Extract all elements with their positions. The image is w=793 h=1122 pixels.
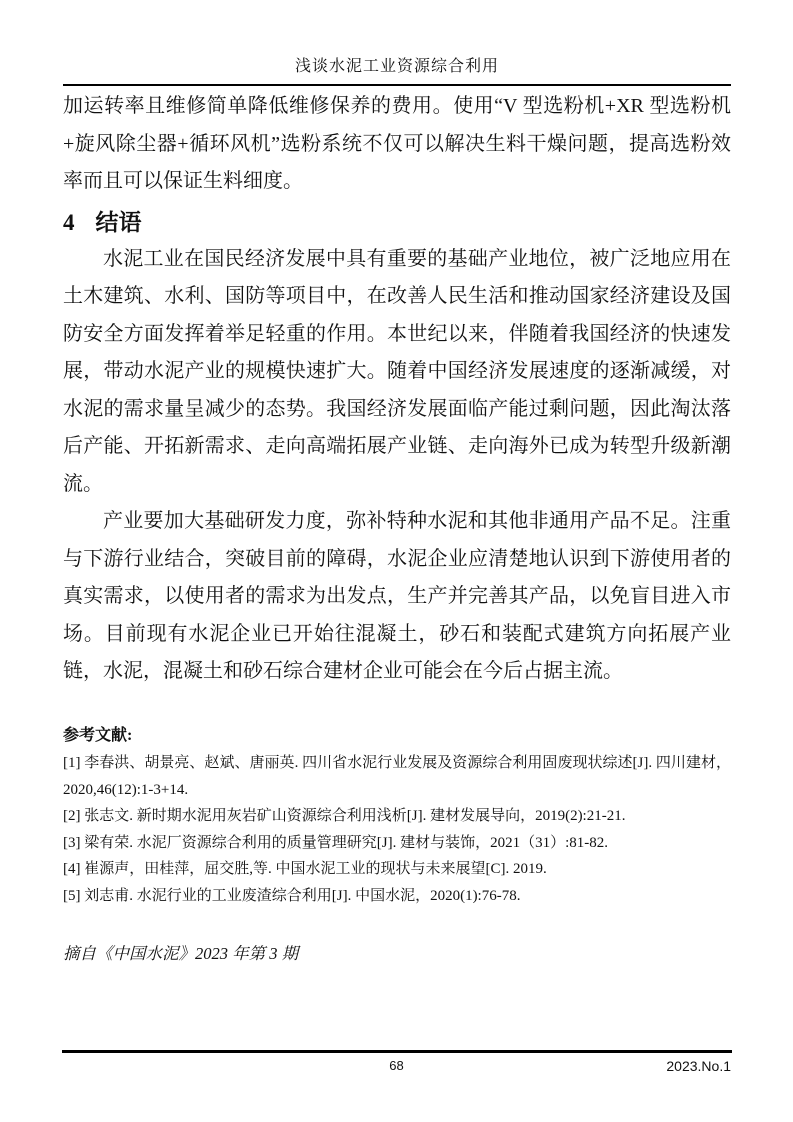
section-number: 4 [63,209,75,235]
reference-item-5: [5] 刘志甫. 水泥行业的工业废渣综合利用[J]. 中国水泥，2020(1):76-78. [63,887,521,904]
paragraph-intro: 加运转率且维修简单降低维修保养的费用。使用“V 型选粉机+XR 型选粉机+旋风除尘器+循环风机”选粉系统不仅可以解决生料干燥问题，提高选粉效率而且可以保证生料细度。 [63,95,731,192]
references-section [63,722,731,909]
running-header-title: 浅谈水泥工业资源综合利用 [294,58,499,75]
references-heading: 参考文献: [63,727,133,744]
footer-rule [62,1050,732,1053]
source-note: 摘自《中国水泥》2023 年第 3 期 [63,944,299,963]
header-rule [63,84,731,86]
reference-item-1: [1] 李春洪、胡景亮、赵斌、唐丽英. 四川省水泥行业发展及资源综合利用固废现状综述[J]. 四川建材，2020,46(12):1-3+14. [63,755,731,798]
section-paragraph-1: 水泥工业在国民经济发展中具有重要的基础产业地位，被广泛地应用在土木建筑、水利、国防等项目中，在改善人民生活和推动国家经济建设及国防安全方面发挥着举足轻重的作用。本世纪以来，伴随着我国经济的快速发展，带动水泥产业的规模快速扩大。随着中国经济发展速度的逐渐减缓，对水泥的需求量呈减少的态势。我国经济发展面临产能过剩问题，因此淘汰落后产能、开拓新需求、走向高端拓展产业链、走向海外已成为转型升级新潮流。 [63,247,731,495]
page-content [63,54,731,691]
page-number: 68 [389,1058,404,1073]
section-heading [63,208,731,238]
reference-item-2: [2] 张志文. 新时期水泥用灰岩矿山资源综合利用浅析[J]. 建材发展导向，2019(2):21-21. [63,808,626,824]
reference-item-4: [4] 崔源声，田桂萍，屈交胜,等. 中国水泥工业的现状与未来展望[C]. 2019. [63,861,547,877]
section-paragraph-2: 产业要加大基础研发力度，弥补特种水泥和其他非通用产品不足。注重与下游行业结合，突破目前的障碍，水泥企业应清楚地认识到下游使用者的真实需求，以使用者的需求为出发点，生产并完善其产品，以免盲目进入市场。目前现有水泥企业已开始往混凝土，砂石和装配式建筑方向拓展产业链，水泥，混凝土和砂石综合建材企业可能会在今后占据主流。 [63,510,731,682]
issue-label: 2023.No.1 [666,1058,731,1074]
section-title: 结语 [95,209,142,235]
reference-item-3: [3] 梁有荣. 水泥厂资源综合利用的质量管理研究[J]. 建材与装饰，2021（31）:81-82. [63,834,608,851]
